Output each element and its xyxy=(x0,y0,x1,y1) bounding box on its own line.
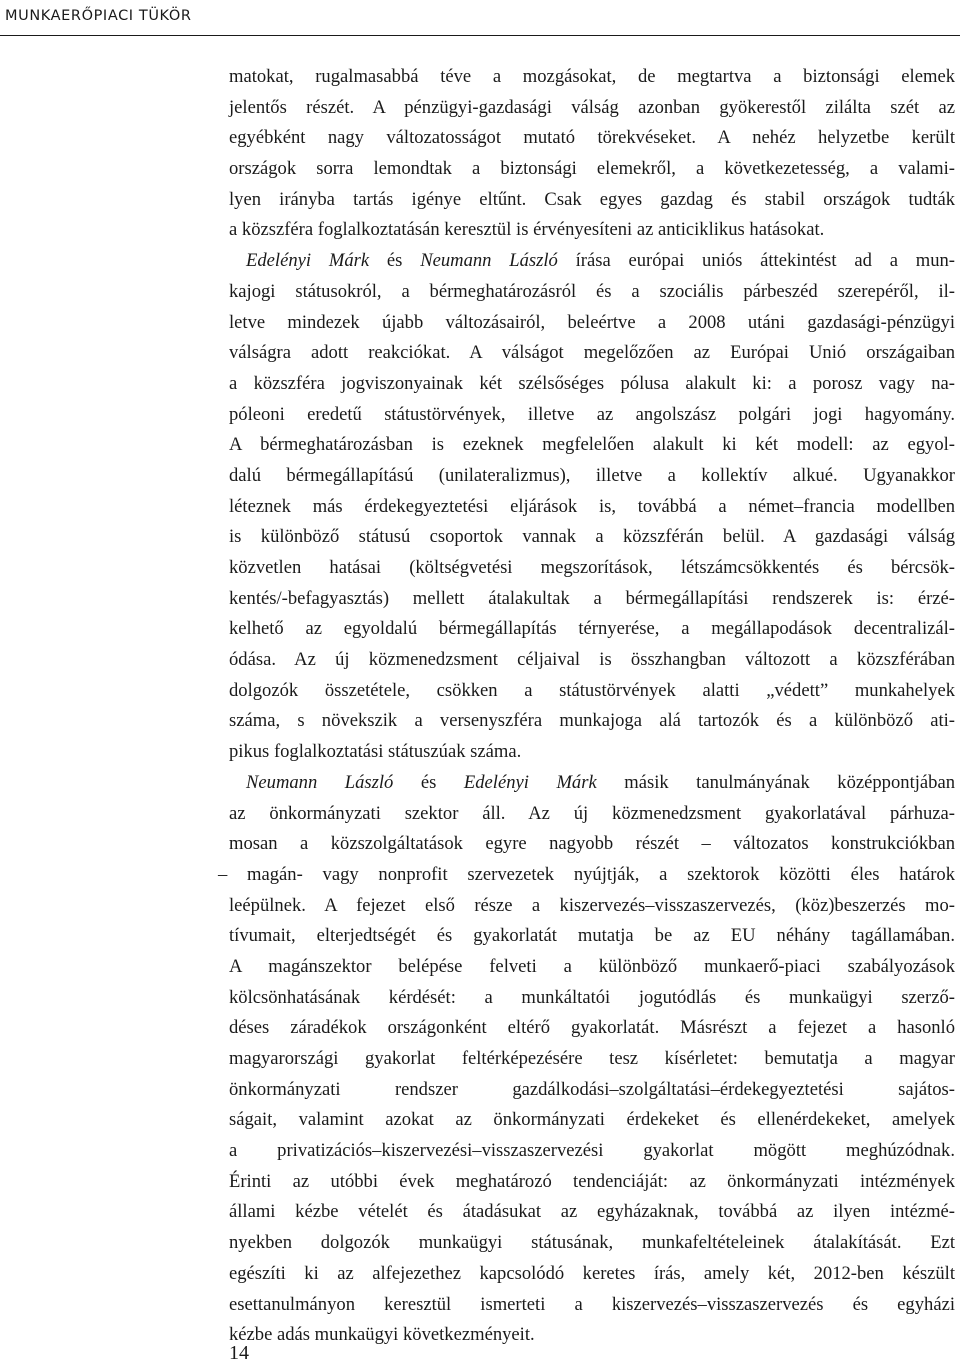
text-line: Érinti az utóbbi évek meghatározó tendenciáját: az önkormányzati intézmények xyxy=(229,1170,955,1192)
author-name: Edelényi Márk xyxy=(246,250,370,272)
text-line: póleoni eredetű státustörvények, illetve az angolszász polgári jogi hagyomány. xyxy=(229,403,955,425)
text-line: egészíti ki az alfejezethez kapcsolódó keretes írás, amely két, 2012-ben készült xyxy=(229,1262,955,1284)
text-line: a közszféra foglalkoztatásán keresztül is érvényesíteni az anticiklikus hatásokat. xyxy=(229,219,825,241)
text-line: száma, s növekszik a versenyszféra munkajoga alá tartozók és a különböző ati- xyxy=(229,710,955,732)
text-line: állami kézbe vételét és átadásukat az egyházaknak, továbbá az ilyen intézmé- xyxy=(229,1201,955,1223)
author-name: Neumann László xyxy=(246,771,394,793)
text-line: mosan a közszolgáltatások egyre nagyobb részét – változatos konstrukciókban xyxy=(229,833,955,855)
author-name: Edelényi Márk xyxy=(463,771,597,793)
text-line: közvetlen hatásai (költségvetési megszorítások, létszámcsökkentés és bércsök- xyxy=(229,557,955,578)
text-line: ódása. Az új közmenedzsment céljaival is összhangban változott a közszférában xyxy=(229,649,955,671)
text-line: önkormányzati rendszer gazdálkodási–szolgáltatási–érdekegyeztetési sajátos- xyxy=(229,1078,955,1100)
text-line: déses záradékok országonként eltérő gyakorlatát. Másrészt a fejezet a hasonló xyxy=(229,1017,955,1039)
text-line: válságra adott reakciókat. A válságot megelőzően az Európai Unió országaiban xyxy=(229,342,955,364)
text-line: letve mindezek újabb változásairól, beleértve a 2008 utáni gazdasági-pénzügyi xyxy=(229,311,955,333)
text-line: Edelényi Márk és Neumann László írása európai uniós áttekintést ad a mun- xyxy=(246,250,955,272)
text-line: ságait, valamint azokat az önkormányzati érdekeket és ellenérdekeket, amelyek xyxy=(229,1109,955,1131)
text-line: kölcsönhatásának kérdését: a munkáltatói jogutódlás és munkaügyi szerző- xyxy=(229,986,955,1008)
text-line: A magánszektor belépése felveti a különböző munkaerő-piaci szabályozások xyxy=(229,955,955,977)
text-line: esettanulmányon keresztül ismerteti a kiszervezés–visszaszervezés és egyházi xyxy=(229,1293,955,1315)
text-line: lyen irányba tartás igénye eltűnt. Csak egyes gazdag és stabil országok tudták xyxy=(229,188,955,210)
text-line: léteznek más érdekegyeztetési eljárások is, továbbá a német–francia modellben xyxy=(229,495,955,517)
text-line: A bérmeghatározásban is ezeknek megfelelően alakult ki két modell: az egyol- xyxy=(229,434,955,456)
text-line: Neumann László és Edelényi Márk másik tanulmányának középpontjában xyxy=(246,771,955,793)
text-line: magyarországi gyakorlat feltérképezésére tesz kísérletet: bemutatja a magyar xyxy=(229,1048,955,1069)
text-line: matokat, rugalmasabbá téve a mozgásokat, de megtartva a biztonsági elemek xyxy=(229,66,955,87)
text-line: pikus foglalkoztatási státuszúak száma. xyxy=(229,741,522,763)
text-line: tívumait, elterjedtségét és gyakorlatát mutatja be az EU néhány tagállamában. xyxy=(229,925,955,947)
text-line: – magán- vagy nonprofit szervezetek nyújtják, a szektorok közötti éles határok xyxy=(218,863,955,885)
text-line: az önkormányzati szektor áll. Az új közmenedzsment gyakorlatával párhuza- xyxy=(229,802,955,824)
text-line: dalú bérmegállapítású (unilateralizmus), illetve a kollektív alkué. Ugyanakkor xyxy=(229,464,955,486)
text-line: nyekben dolgozók munkaügyi státusának, munkafeltételeinek átalakítását. Ezt xyxy=(229,1232,955,1254)
text-line: országok sorra lemondtak a biztonsági elemekről, a következetesség, a valami- xyxy=(229,158,955,180)
header-rule xyxy=(0,35,960,36)
text-line: a közszféra jogviszonyainak két szélsőséges pólusa alakult ki: a porosz vagy na- xyxy=(229,372,955,394)
text-line: kézbe adás munkaügyi következményeit. xyxy=(229,1324,535,1346)
text-line: is különböző státusú csoportok vannak a közszférán belül. A gazdasági válság xyxy=(229,526,955,548)
text-line: kentés/-befagyasztás) mellett átalakultak a bérmegállapítási rendszerek is: érzé- xyxy=(229,587,955,609)
text-line: egyébként nagy változatosságot mutató törekvéseket. A nehéz helyzetbe került xyxy=(229,127,955,149)
text-line: jelentős részét. A pénzügyi-gazdasági válság azonban gyökerestől zilálta szét az xyxy=(229,96,955,118)
author-name: Neumann László xyxy=(420,250,558,272)
text-line: kajogi státusokról, a bérmeghatározásról és a szociális párbeszéd szerepéről, il- xyxy=(229,280,955,302)
page-number: 14 xyxy=(229,1342,249,1364)
text-line: kelhető az egyoldalú bérmegállapítás térnyerése, a megállapodások decentralizál- xyxy=(229,618,955,640)
text-line: a privatizációs–kiszervezési–visszaszervezési gyakorlat mögött meghúzódnak. xyxy=(229,1140,955,1162)
text-line: dolgozók összetétele, csökken a státustörvények alatti „védett” munkahelyek xyxy=(229,679,955,701)
body-text xyxy=(218,62,955,1351)
running-header-title: MUNKAERŐPIACI TÜKÖR xyxy=(5,8,192,24)
text-line: leépülnek. A fejezet első része a kiszervezés–visszaszervezés, (köz)beszerzés mo- xyxy=(229,894,955,916)
running-header xyxy=(0,0,960,40)
